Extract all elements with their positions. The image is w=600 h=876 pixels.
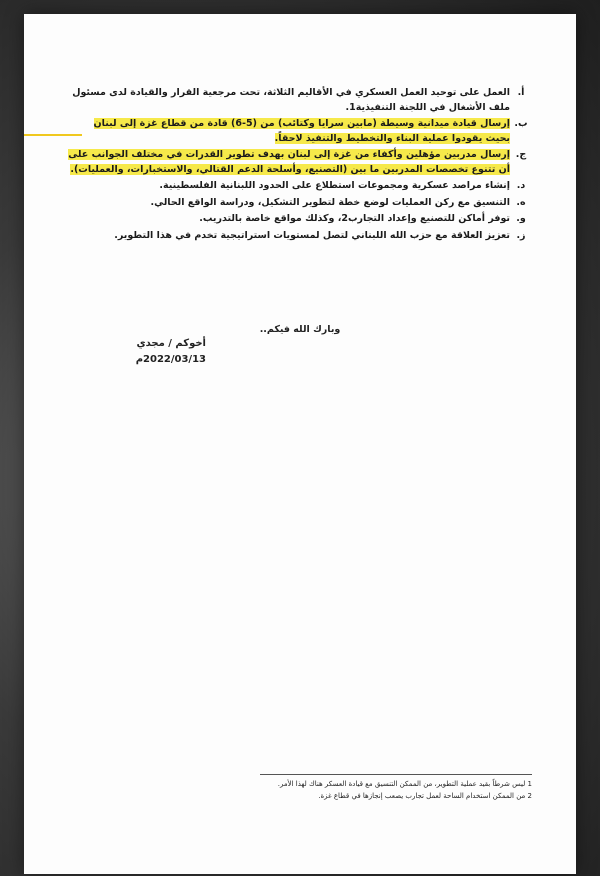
list-item-e — [68, 196, 532, 211]
list-item-f — [68, 212, 532, 227]
item-text: توفر أماكن للتصنيع وإعداد التجارب2، وكذلك مواقع خاصة بالتدريب. — [199, 213, 510, 224]
list-item-c — [68, 148, 532, 177]
item-text: تعزيز العلاقة مع حزب الله اللبناني لتصل لمستويات استراتيجية تخدم في هذا التطوير. — [114, 229, 510, 241]
closing-line: وبارك الله فيكم.. — [259, 324, 341, 335]
list-item-d — [68, 179, 532, 194]
item-marker: ب. — [514, 118, 528, 129]
item-text: إنشاء مراصد عسكرية ومجموعات استطلاع على الحدود اللبنانية الفلسطينية. — [159, 180, 510, 191]
item-marker: أ. — [517, 87, 525, 98]
item-text: التنسيق مع ركن العمليات لوضع خطة لتطوير التشكيل، ودراسة الواقع الحالي. — [150, 196, 510, 208]
highlight: إرسال مدربين مؤهلين وأكفاء من غزة إلى لبنان بهدف تطوير القدرات في مختلف الجوانب على أن تتنوع تخصصات المدربين ما بين (التصنيع، وأسلحة الدعم القتالي، والاستخبارات، والعمليات). — [68, 149, 510, 175]
item-text-highlighted — [68, 148, 510, 177]
list-item-b — [68, 117, 532, 146]
item-marker: د. — [516, 180, 526, 191]
item-marker: ج. — [515, 149, 527, 160]
footnote-1: 1 ليس شرطاً بقيد عملية التطوير، من الممكن التنسيق مع قيادة العسكر هناك لهذا الأمر. — [277, 780, 532, 788]
item-marker: ز. — [516, 229, 526, 241]
footnotes — [260, 774, 532, 802]
list-content — [68, 86, 532, 245]
signature-name: أخوكم / مجدي — [136, 338, 206, 349]
list-item-g — [68, 229, 532, 244]
signature-block — [86, 336, 206, 368]
signature-date: 2022/03/13م — [135, 354, 206, 365]
item-marker: و. — [516, 213, 526, 224]
footnote-2: 2 من الممكن استخدام الساحة لعمل تجارب يصعب إنجازها في قطاع غزة. — [318, 792, 532, 800]
highlight-margin-mark — [24, 134, 82, 136]
highlight: إرسال قيادة ميدانية وسيطة (مابين سرايا وكتائب) من (5-6) قادة من قطاع غزة إلى لبنان بحيث يقودوا عملية البناء والتخطيط والتنفيذ لاحقاً. — [93, 118, 510, 144]
item-text-highlighted — [68, 117, 510, 146]
item-text: العمل على توحيد العمل العسكري في الأقاليم الثلاثة، تحت مرجعية القرار والقيادة لدى مسئول ملف الأشغال في اللجنة التنفيذية1. — [72, 87, 510, 113]
footnote-rule — [260, 774, 532, 775]
item-marker: ه. — [516, 196, 526, 208]
document-page — [24, 14, 576, 874]
list-item-a — [68, 86, 532, 115]
